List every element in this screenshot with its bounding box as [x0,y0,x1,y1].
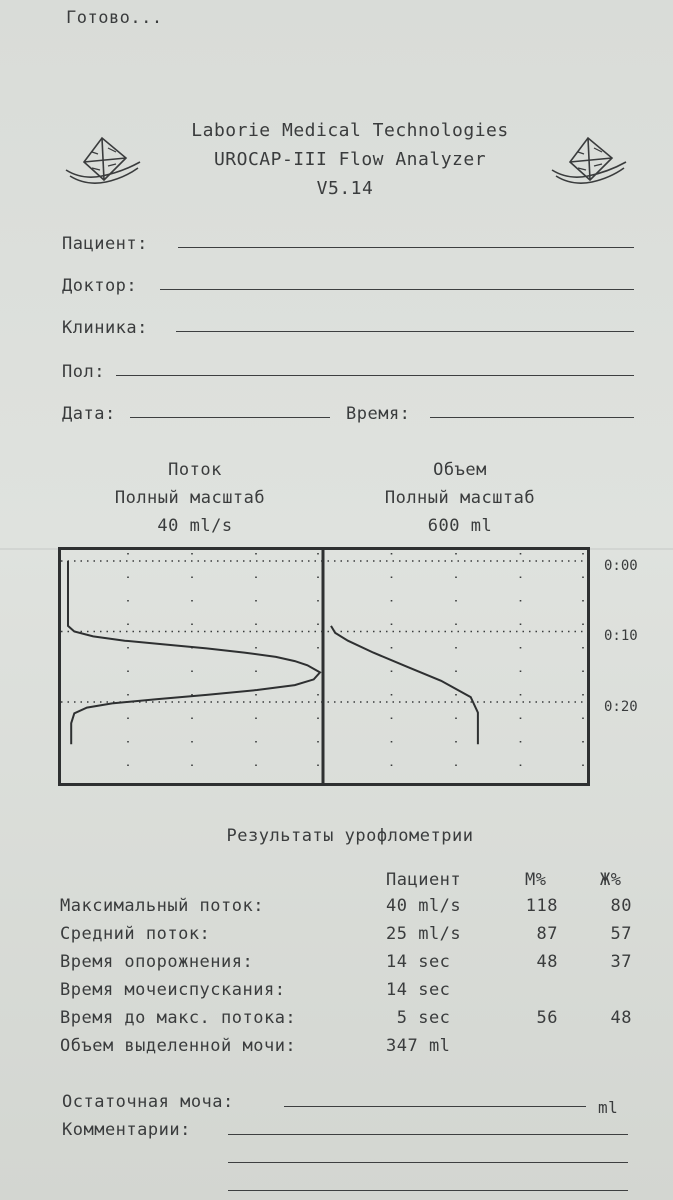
volume-scale-subtitle: Полный масштаб [384,488,536,508]
flow-scale-value: 40 ml/s [157,516,233,536]
results-title: Результаты урофлометрии [226,826,474,846]
patient-label: Пациент: [62,234,148,254]
header-device: UROCAP-III Flow Analyzer [213,149,487,170]
doctor-field[interactable] [160,289,634,290]
result-label: Время до макс. потока: [60,1008,297,1028]
header-version: V5.14 [316,178,374,199]
date-field[interactable] [130,417,330,418]
result-value: 40 ml/s [386,896,462,916]
clinic-label: Клиника: [62,318,148,338]
patient-field[interactable] [178,247,634,248]
time-tick-label: 0:20 [604,699,638,715]
time-tick-label: 0:00 [604,558,638,574]
result-label: Время опорожнения: [60,952,254,972]
result-value: 347 ml [386,1036,451,1056]
uroflow-chart [58,547,590,787]
residual-field[interactable] [284,1106,586,1107]
result-male-pct: 118 [525,896,558,916]
time-field[interactable] [430,417,634,418]
result-label: Средний поток: [60,924,211,944]
time-label: Время: [346,404,411,424]
result-label: Максимальный поток: [60,896,264,916]
residual-label: Остаточная моча: [62,1092,234,1112]
results-header-female: Ж% [600,870,622,890]
header-company: Laborie Medical Technologies [191,120,509,141]
result-value: 14 sec [386,952,451,972]
results-header-male: М% [525,870,547,890]
result-label: Время мочеиспускания: [60,980,286,1000]
comments-field[interactable] [228,1134,628,1135]
status-text: Готово... [66,8,163,28]
result-male-pct: 56 [536,1008,558,1028]
clinic-field[interactable] [176,331,634,332]
result-female-pct: 80 [610,896,632,916]
comments-field[interactable] [228,1162,628,1163]
result-label: Объем выделенной мочи: [60,1036,297,1056]
flow-scale-subtitle: Полный масштаб [114,488,266,508]
flow-curve [68,561,320,744]
comments-label: Комментарии: [62,1120,191,1140]
time-tick-label: 0:10 [604,628,638,644]
volume-scale-value: 600 ml [427,516,493,536]
comments-field[interactable] [228,1190,628,1191]
result-male-pct: 48 [536,952,558,972]
sex-field[interactable] [116,375,634,376]
result-female-pct: 57 [610,924,632,944]
doctor-label: Доктор: [62,276,138,296]
result-value: 14 sec [386,980,451,1000]
result-female-pct: 48 [610,1008,632,1028]
volume-scale-title: Объем [433,460,487,480]
sex-label: Пол: [62,362,105,382]
results-header-patient: Пациент [386,870,462,890]
result-value: 5 sec [386,1008,451,1028]
result-value: 25 ml/s [386,924,462,944]
residual-unit: ml [598,1098,619,1117]
result-female-pct: 37 [610,952,632,972]
date-label: Дата: [62,404,116,424]
volume-curve [331,626,478,744]
result-male-pct: 87 [536,924,558,944]
flow-scale-title: Поток [168,460,222,480]
